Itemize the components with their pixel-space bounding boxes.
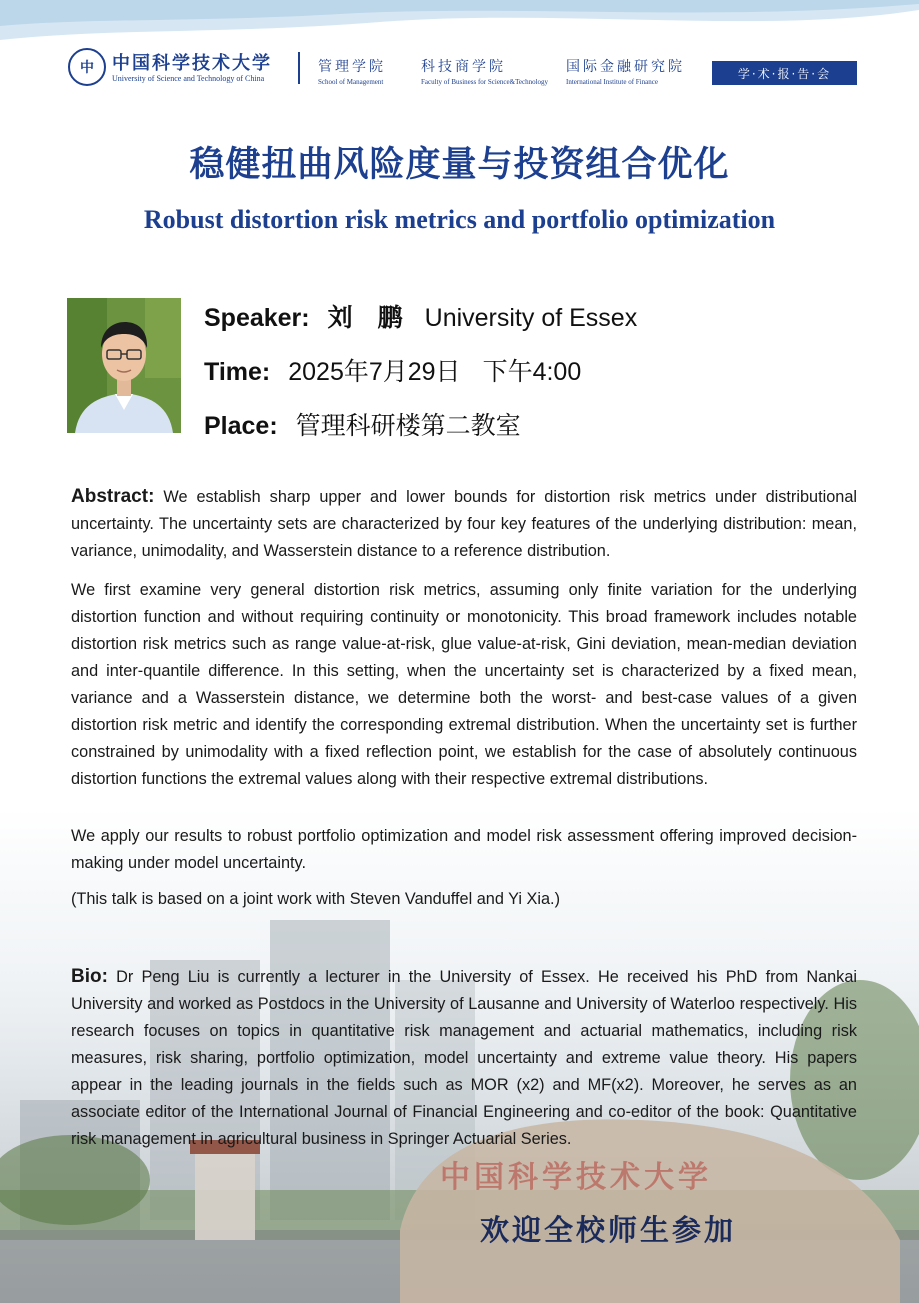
abstract-paragraph-2: We first examine very general distortion risk metrics, assuming only finite variation for the underlying distortion function and without requiring continuity or monotonicity. This broad framework includes notable distortion risk metrics such as range value-at-risk, glue value-at-risk, Gini deviation, mean-median deviation and inter-quantile difference. In this setting, when the uncertainty set is characterized by a fixed mean, variance and a Wasserstein distance, we determine both the worst- and best-case values of a given distortion risk metric and identify the corresponding extremal distribution. When the uncertainty set is further constrained by unimodality with a fixed reflection point, we establish for the case of absolutely continuous distortion functions the extremal values along with their respective extremal distributions.: [71, 581, 857, 788]
bio-label: Bio:: [71, 966, 108, 987]
header-bar: [66, 46, 861, 90]
university-name-cn: 中国科学技术大学: [112, 53, 272, 74]
bio-text: Dr Peng Liu is currently a lecturer in the University of Essex. He received his PhD from Nankai University and worked as Postdocs in the University of Lausanne and University of Waterloo respectively. His research focuses on topics in quantitative risk management and actuarial mathematics, including risk measures, risk sharing, portfolio optimization, model uncertainty and extreme value theory. His papers appear in the leading journals in the fields such as MOR (x2) and MF(x2). Moreover, he serves as an associate editor of the International Journal of Financial Engineering and co-editor of the book: Quantitative risk management in agricultural business in Springer Actuarial Series.: [71, 968, 857, 1148]
abstract-paragraph-3: We apply our results to robust portfolio optimization and model risk assessment offering improved decision-making under model uncertainty.: [71, 827, 857, 872]
time-line: [204, 352, 581, 388]
school-finance-institute: 国际金融研究院 International Institute of Finance: [566, 59, 685, 86]
header-divider: [298, 52, 300, 84]
abstract-section: [71, 483, 857, 565]
talk-title-en: Robust distortion risk metrics and portfolio optimization: [143, 205, 776, 234]
speaker-affiliation: University of Essex: [424, 304, 638, 332]
school-management: 管理学院 School of Management: [318, 59, 386, 86]
abstract-note: (This talk is based on a joint work with Steven Vanduffel and Yi Xia.): [71, 890, 561, 908]
speaker-line: [204, 298, 637, 334]
university-name-en: University of Science and Technology of China: [112, 74, 265, 83]
university-seal-icon: 中: [68, 48, 106, 86]
school-business-science-technology: 科技商学院 Faculty of Business for Science&Technology: [421, 59, 549, 86]
place-line: [204, 406, 521, 442]
welcome-message: 欢迎全校师生参加: [480, 1213, 737, 1247]
abstract-label: Abstract:: [71, 486, 155, 507]
seminar-badge: 学·术·报·告·会: [712, 61, 857, 85]
place-label: Place:: [204, 412, 278, 440]
speaker-label: Speaker:: [204, 304, 310, 332]
abstract-paragraph-1: We establish sharp upper and lower bounds for distortion risk metrics under distributional uncertainty. The uncertainty sets are characterized by four key features of the underlying distribution: mean, variance, unimodality, and Wasserstein distance to a reference distribution.: [71, 488, 857, 560]
time-date: 2025年7月29日: [288, 358, 461, 386]
time-label: Time:: [204, 358, 271, 386]
place-value: 管理科研楼第二教室: [295, 412, 521, 440]
time-clock: 下午4:00: [482, 358, 582, 386]
stone-inscription: 中国科学技术大学: [440, 1160, 712, 1195]
talk-title-cn: 稳健扭曲风险度量与投资组合优化: [189, 144, 730, 185]
speaker-photo: [67, 298, 181, 433]
speaker-name: 刘 鹏: [327, 304, 403, 332]
bio-section: [71, 963, 857, 1153]
